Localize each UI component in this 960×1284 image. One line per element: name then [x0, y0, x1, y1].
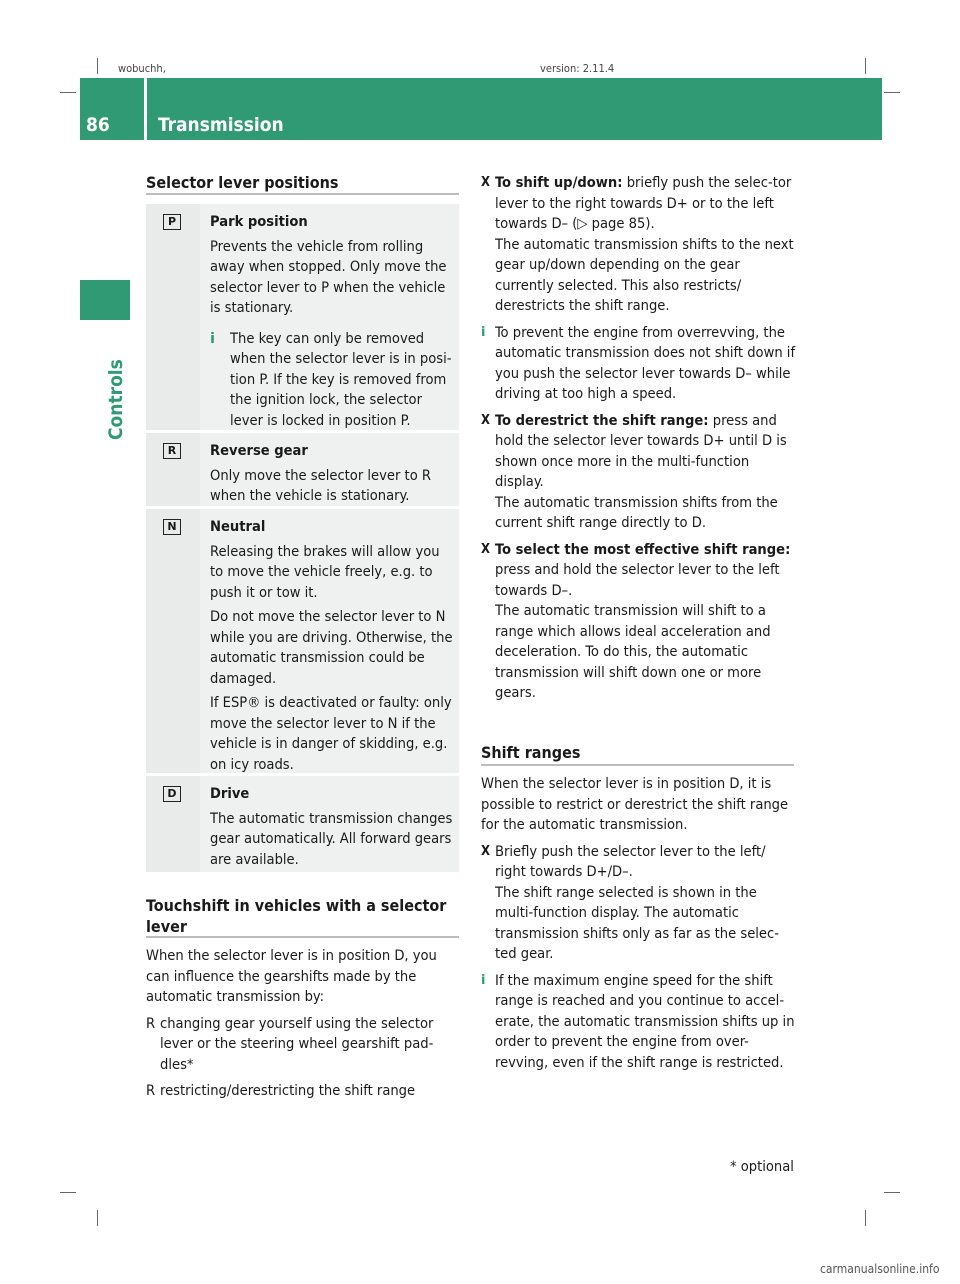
section-rule	[146, 936, 459, 938]
crop-mark	[884, 1192, 900, 1193]
info-text: The key can only be removed when the selector lever is in posi-tion P. If the key is removed from the ignition lock, the selector lever is locked in position P.	[230, 329, 452, 429]
step-text: briefly push the selec-tor lever to the right towards D+ or to the left towards D– (▷ page 85).	[495, 174, 792, 232]
row-title: Neutral	[210, 518, 266, 535]
page-number: 86	[86, 114, 110, 136]
selector-positions-table	[146, 204, 459, 875]
optional-note: * optional	[730, 1158, 794, 1175]
touchshift-intro: When the selector lever is in position D, you can influence the gearshifts made by the automatic transmission by:	[146, 947, 437, 1005]
step-lead: To select the most effective shift range:	[495, 540, 791, 558]
crop-mark	[97, 1210, 98, 1226]
watermark: carmanualsonline.info	[820, 1262, 940, 1276]
crop-mark	[884, 92, 900, 93]
list-item: restricting/derestricting the shift range	[160, 1082, 416, 1099]
step-text: Briefly push the selector lever to the left/ right towards D+/D–.	[495, 842, 766, 880]
neutral-symbol: N	[163, 519, 181, 535]
step-arrow: X	[481, 541, 491, 557]
info-icon: i	[210, 329, 216, 347]
info-text: To prevent the engine from overrevving, the automatic transmission does not shift down if you push the selector lever towards D– while driving at too high a speed.	[495, 323, 796, 402]
section-rule	[481, 764, 794, 766]
info-icon: i	[481, 972, 486, 988]
step-extra: The automatic transmission shifts from the current shift range directly to D.	[495, 493, 778, 531]
section-title-selector: Selector lever positions	[146, 173, 339, 192]
right-column	[481, 173, 796, 710]
clip-text-left: wobuchh,	[118, 62, 166, 75]
step-lead: To derestrict the shift range:	[495, 411, 709, 429]
park-symbol: P	[163, 214, 181, 230]
sidebar-label: Controls	[105, 359, 127, 440]
section-tab-marker	[80, 280, 130, 320]
shift-ranges-body	[481, 774, 796, 1079]
row-text: If ESP® is deactivated or faulty: only move the selector lever to N if the vehicle is in danger of skidding, e.g. on icy roads.	[210, 694, 452, 773]
row-title: Drive	[210, 785, 250, 802]
section-title-shift-ranges: Shift ranges	[481, 743, 581, 762]
crop-mark	[60, 1192, 76, 1193]
step-text: press and hold the selector lever to the left towards D–.	[495, 561, 780, 599]
page-title: Transmission	[158, 114, 284, 136]
step-lead: To shift up/down:	[495, 174, 623, 191]
list-item: changing gear yourself using the selector lever or the steering wheel gearshift pad-dles*	[160, 1014, 434, 1073]
crop-mark	[865, 1210, 866, 1226]
row-text: Releasing the brakes will allow you to move the vehicle freely, e.g. to push it or tow it.	[210, 542, 440, 601]
table-row	[146, 776, 459, 875]
table-row	[146, 204, 459, 433]
shift-ranges-intro: When the selector lever is in position D, it is possible to restrict or derestrict the shift range for the automatic transmission.	[481, 775, 789, 833]
info-icon: i	[481, 324, 486, 340]
step-arrow: X	[481, 175, 491, 190]
step-arrow: X	[481, 412, 491, 428]
row-title: Reverse gear	[210, 442, 308, 459]
crop-mark	[865, 58, 866, 74]
bullet-mark: R	[146, 1014, 156, 1032]
info-text: If the maximum engine speed for the shift range is reached and you continue to accel-erate, the automatic transmission shifts up in order to prevent the engine from over-revving, even if the shift range is restricted.	[495, 971, 795, 1071]
row-title: Park position	[210, 213, 308, 230]
section-rule	[146, 193, 459, 195]
drive-symbol: D	[163, 786, 181, 802]
row-text: Only move the selector lever to R when the vehicle is stationary.	[210, 466, 432, 504]
step-text: press and hold the selector lever towards D+ until D is shown once more in the multi-function display.	[495, 411, 787, 490]
bullet-mark: R	[146, 1082, 156, 1099]
crop-mark	[97, 58, 98, 74]
step-extra: The automatic transmission shifts to the next gear up/down depending on the gear currently selected. This also restricts/ derestricts the shift range.	[495, 235, 794, 314]
header-separator	[144, 78, 147, 140]
row-text: Do not move the selector lever to N while you are driving. Otherwise, the automatic transmission could be damaged.	[210, 608, 453, 687]
step-extra: The shift range selected is shown in the multi-function display. The automatic transmission shifts only as far as the selec-ted gear.	[495, 883, 779, 962]
crop-mark	[60, 92, 76, 93]
row-text: Prevents the vehicle from rolling away when stopped. Only move the selector lever to P when the vehicle is stationary.	[210, 237, 447, 316]
section-title-touchshift: Touchshift in vehicles with a selector lever	[146, 896, 447, 936]
table-row	[146, 433, 459, 509]
clip-text-right: version: 2.11.4	[540, 62, 615, 75]
table-row	[146, 509, 459, 776]
reverse-symbol: R	[163, 443, 181, 459]
step-arrow: X	[481, 843, 491, 859]
row-text: The automatic transmission changes gear automatically. All forward gears are available.	[210, 809, 453, 868]
step-extra: The automatic transmission will shift to a range which allows ideal acceleration and deceleration. To do this, the automatic transmission will shift down one or more gears.	[495, 602, 771, 701]
touchshift-body	[146, 946, 459, 1108]
